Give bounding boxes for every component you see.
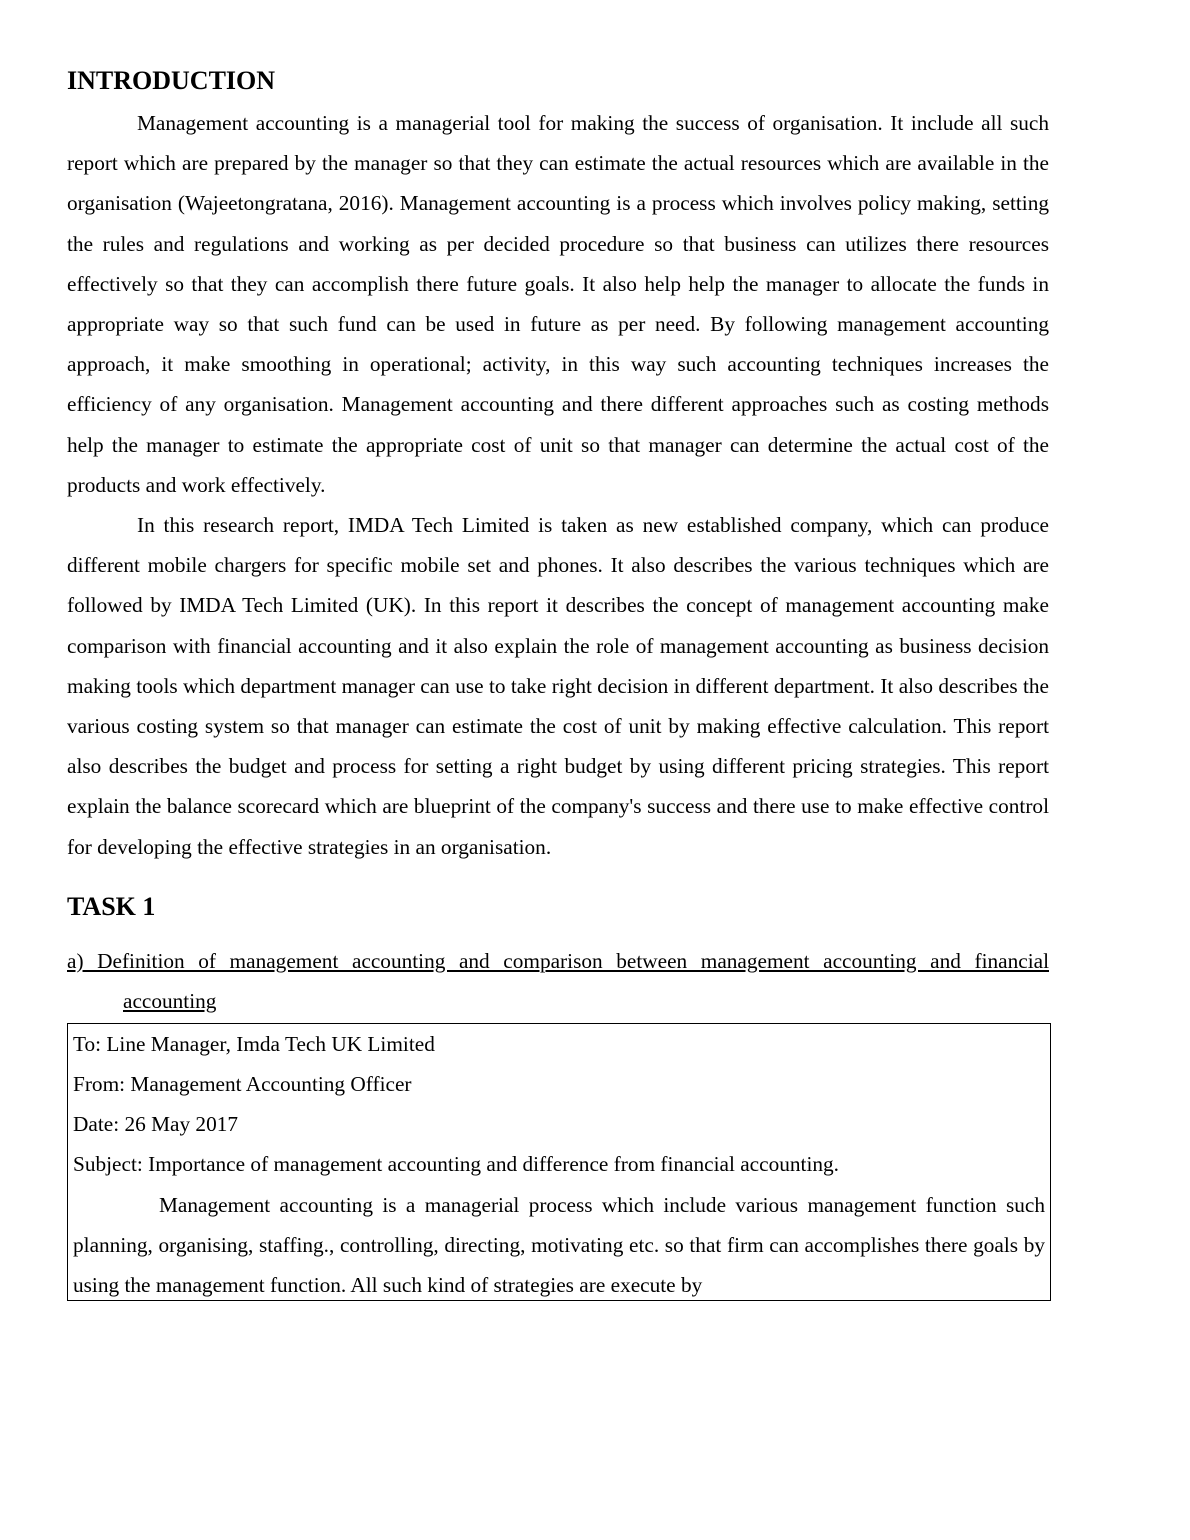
document-page [67,62,1049,1301]
task-1-heading: TASK 1 [67,891,156,921]
memo-body-paragraph: Management accounting is a managerial process which include various management function such planning, organising, staffing., controlling, directing, motivating etc. so that firm can accomplishes there goals by using the management function. All such kind of strategies are execute by [73,1192,1045,1298]
introduction-paragraph-1: Management accounting is a managerial tool for making the success of organisation. It include all such report which are prepared by the manager so that they can estimate the actual resources which are available in the organisation (Wajeetongratana, 2016). Management accounting is a process which involves policy making, setting the rules and regulations and working as per decided procedure so that business can utilizes there resources effectively so that they can accomplish there future goals. It also help help the manager to allocate the funds in appropriate way so that such fund can be used in future as per need. By following management accounting approach, it make smoothing in operational; activity, in this way such accounting techniques increases the efficiency of any organisation. Management accounting and there different approaches such as costing methods help the manager to estimate the appropriate cost of unit so that manager can determine the actual cost of the products and work effectively. [67,111,1049,497]
memo-to-line: To: Line Manager, Imda Tech UK Limited [73,1031,435,1056]
memo-box [67,1023,1051,1301]
task-1-subheading: a) Definition of management accounting and comparison between management accounting and financial accounting [67,948,1049,1014]
introduction-heading: INTRODUCTION [67,66,276,95]
memo-from-line: From: Management Accounting Officer [73,1072,412,1097]
memo-date-line: Date: 26 May 2017 [73,1112,239,1137]
memo-subject-line: Subject: Importance of management accounting and difference from financial accounting. [73,1152,839,1177]
introduction-paragraph-2: In this research report, IMDA Tech Limited is taken as new established company, which can produce different mobile chargers for specific mobile set and phones. It also describes the various techniques which are followed by IMDA Tech Limited (UK). In this report it describes the concept of management accounting make comparison with financial accounting and it also explain the role of management accounting as business decision making tools which department manager can use to take right decision in different department. It also describes the various costing system so that manager can estimate the cost of unit by making effective calculation. This report also describes the budget and process for setting a right budget by using different pricing strategies. This report explain the balance scorecard which are blueprint of the company's success and there use to make effective control for developing the effective strategies in an organisation. [67,513,1049,859]
